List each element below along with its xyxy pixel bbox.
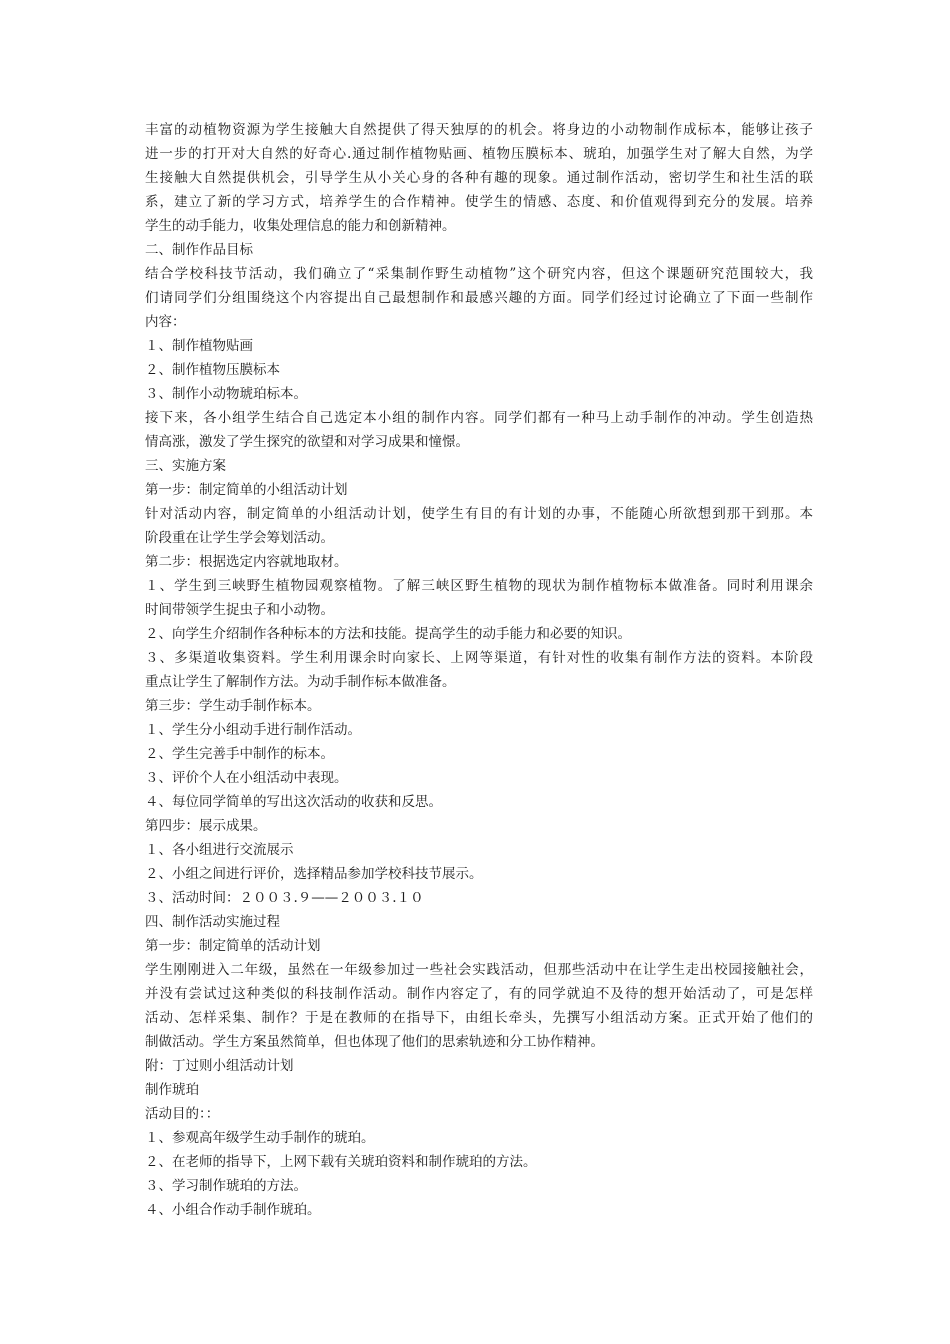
text-line: 生接触大自然提供机会，引导学生从小关心身的各种有趣的现象。通过制作活动，密切学生和社生活的联 <box>145 170 813 186</box>
document-body <box>145 118 813 1222</box>
text-line: 二、制作作品目标 <box>145 242 253 258</box>
text-line: 三、实施方案 <box>145 458 226 474</box>
text-line: １、参观高年级学生动手制作的琥珀。 <box>145 1130 375 1146</box>
text-line: 接下来，各小组学生结合自己选定本小组的制作内容。同学们都有一种马上动手制作的冲动。学生创造热 <box>145 410 813 426</box>
text-line: 学生的动手能力，收集处理信息的能力和创新精神。 <box>145 218 456 234</box>
text-line: 系，建立了新的学习方式，培养学生的合作精神。使学生的情感、态度、和价值观得到充分的发展。培养 <box>145 194 813 210</box>
text-line: 活动、怎样采集、制作？于是在教师的在指导下，由组长牵头，先撰写小组活动方案。正式开始了他们的 <box>145 1010 813 1026</box>
text-line: ３、制作小动物琥珀标本。 <box>145 386 307 402</box>
text-line: 针对活动内容，制定简单的小组活动计划，使学生有目的有计划的办事，不能随心所欲想到那干到那。本 <box>145 506 813 522</box>
text-line: ２、制作植物压膜标本 <box>145 362 280 378</box>
text-line: 制做活动。学生方案虽然简单，但也体现了他们的思索轨迹和分工协作精神。 <box>145 1034 604 1050</box>
text-line: 时间带领学生捉虫子和小动物。 <box>145 602 334 618</box>
text-line: 进一步的打开对大自然的好奇心.通过制作植物贴画、植物压膜标本、琥珀，加强学生对了解大自然，为学 <box>145 146 813 162</box>
text-line: ２、向学生介绍制作各种标本的方法和技能。提高学生的动手能力和必要的知识。 <box>145 626 631 642</box>
text-line: 们请同学们分组围绕这个内容提出自己最想制作和最感兴趣的方面。同学们经过讨论确立了下面一些制作 <box>145 290 813 306</box>
text-line: 学生刚刚进入二年级，虽然在一年级参加过一些社会实践活动，但那些活动中在让学生走出校园接触社会， <box>145 962 813 978</box>
text-line: １、学生分小组动手进行制作活动。 <box>145 722 361 738</box>
text-line: １、学生到三峡野生植物园观察植物。了解三峡区野生植物的现状为制作植物标本做准备。同时利用课余 <box>145 578 813 594</box>
text-line: ３、多渠道收集资料。学生利用课余时向家长、上网等渠道，有针对性的收集有制作方法的资料。本阶段 <box>145 650 813 666</box>
text-line: ４、小组合作动手制作琥珀。 <box>145 1202 321 1218</box>
text-line: 内容： <box>145 314 186 330</box>
text-line: 第一步：制定简单的活动计划 <box>145 938 321 954</box>
text-line: 重点让学生了解制作方法。为动手制作标本做准备。 <box>145 674 456 690</box>
text-line: １、制作植物贴画 <box>145 338 253 354</box>
text-line: ２、小组之间进行评价，选择精品参加学校科技节展示。 <box>145 866 483 882</box>
text-line: 第一步：制定简单的小组活动计划 <box>145 482 348 498</box>
text-line: 制作琥珀 <box>145 1082 199 1098</box>
text-line: 四、制作活动实施过程 <box>145 914 280 930</box>
text-line: ２、学生完善手中制作的标本。 <box>145 746 334 762</box>
text-line: 附：丁过则小组活动计划 <box>145 1058 294 1074</box>
text-line: 第四步：展示成果。 <box>145 818 267 834</box>
text-line: １、各小组进行交流展示 <box>145 842 294 858</box>
text-line: 第二步：根据选定内容就地取材。 <box>145 554 348 570</box>
text-line: ４、每位同学简单的写出这次活动的收获和反思。 <box>145 794 442 810</box>
text-line: 并没有尝试过这种类似的科技制作活动。制作内容定了，有的同学就迫不及待的想开始活动了，可是怎样 <box>145 986 813 1002</box>
text-line: 情高涨，激发了学生探究的欲望和对学习成果和憧憬。 <box>145 434 469 450</box>
text-line: ３、活动时间：２００３.９——２００３.１０ <box>145 890 424 906</box>
text-line: 丰富的动植物资源为学生接触大自然提供了得天独厚的的机会。将身边的小动物制作成标本，能够让孩子 <box>145 122 813 138</box>
text-line: 活动目的：： <box>145 1106 220 1122</box>
text-line: 结合学校科技节活动，我们确立了“采集制作野生动植物”这个研究内容，但这个课题研究范围较大，我 <box>145 266 813 282</box>
text-line: ３、评价个人在小组活动中表现。 <box>145 770 348 786</box>
text-line: 阶段重在让学生学会筹划活动。 <box>145 530 334 546</box>
text-line: ３、学习制作琥珀的方法。 <box>145 1178 307 1194</box>
text-line: ２、在老师的指导下，上网下载有关琥珀资料和制作琥珀的方法。 <box>145 1154 537 1170</box>
text-line: 第三步：学生动手制作标本。 <box>145 698 321 714</box>
